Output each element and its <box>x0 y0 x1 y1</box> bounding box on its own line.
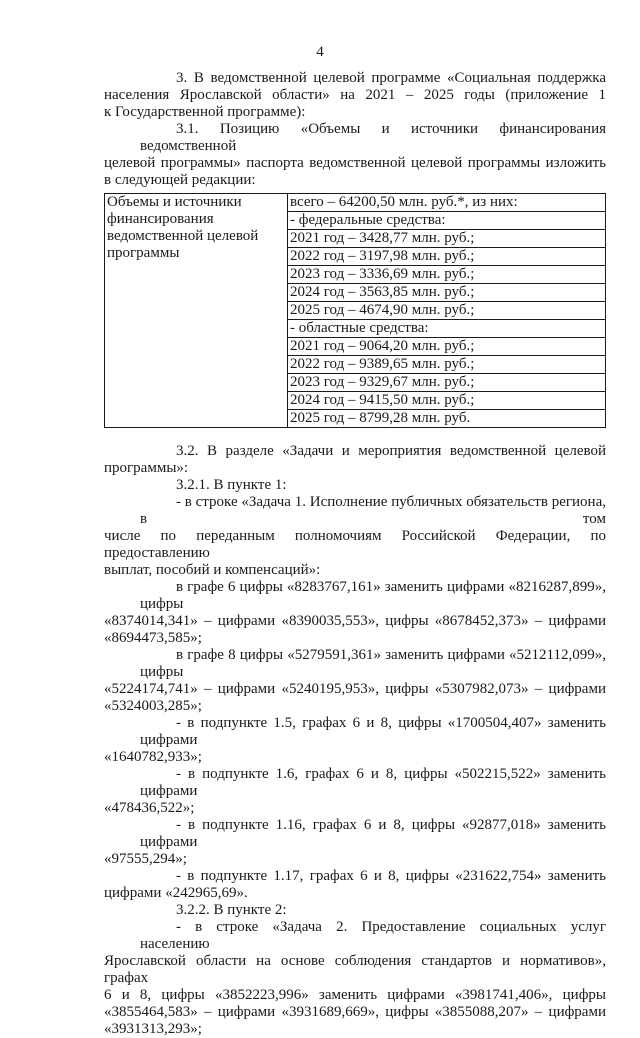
text-line: - в строке «Задача 2. Предоставление социальных услуг населению <box>140 919 606 952</box>
cell-line: программы <box>107 245 180 261</box>
text-line: в следующей редакции: <box>104 172 256 188</box>
text-line: целевой программы» паспорта ведомственной целевой программы изложить <box>104 155 606 171</box>
value-row: - федеральные средства: <box>287 212 605 230</box>
text-line: программы»: <box>104 460 189 476</box>
text-line: выплат, пособий и компенсаций»: <box>104 562 321 578</box>
paragraph-task-2 <box>104 919 606 1038</box>
table-cell-values <box>288 194 606 428</box>
paragraph-section-3-1 <box>104 121 606 189</box>
paragraph-subpoint-1-16 <box>104 817 606 868</box>
paragraph-section-3-2-1 <box>104 477 606 494</box>
paragraph-subpoint-1-5 <box>104 715 606 766</box>
text-line: - в подпункте 1.6, графах 6 и 8, цифры «502215,522» заменить цифрами <box>140 766 606 799</box>
text-line: цифрами «242965,69». <box>104 885 248 901</box>
text-line: в графе 8 цифры «5279591,361» заменить цифрами «5212112,099», цифры <box>140 647 606 680</box>
text-line: «97555,294»; <box>104 851 187 867</box>
financing-table <box>104 193 606 428</box>
text-line: числе по переданным полномочиям Российской Федерации, по предоставлению <box>104 528 606 561</box>
paragraph-subpoint-1-17 <box>104 868 606 902</box>
text-line: - в подпункте 1.17, графах 6 и 8, цифры «231622,754» заменить <box>176 868 606 884</box>
heading-line: 3.2.2. В пункте 2: <box>176 902 287 918</box>
cell-line: Объемы и источники <box>107 194 242 210</box>
value-row: 2023 год – 3336,69 млн. руб.; <box>287 266 605 284</box>
value-row: 2024 год – 9415,50 млн. руб.; <box>287 392 605 410</box>
paragraph-graph-8 <box>104 647 606 715</box>
text-line: - в строке «Задача 1. Исполнение публичных обязательств региона, в том <box>140 494 606 527</box>
paragraph-graph-6 <box>104 579 606 647</box>
text-line: населения Ярославской области» на 2021 – 2025 годы (приложение 1 <box>104 87 606 103</box>
text-line: 3. В ведомственной целевой программе «Социальная поддержка <box>176 70 606 86</box>
text-line: «8694473,585»; <box>104 630 202 646</box>
value-row: 2022 год – 9389,65 млн. руб.; <box>287 356 605 374</box>
paragraph-subpoint-1-6 <box>104 766 606 817</box>
paragraph-task-1 <box>104 494 606 579</box>
text-line: «5324003,285»; <box>104 698 202 714</box>
value-row: всего – 64200,50 млн. руб.*, из них: <box>287 194 605 212</box>
text-line: 3.2. В разделе «Задачи и мероприятия ведомственной целевой <box>176 443 606 459</box>
text-line: «478436,522»; <box>104 800 195 816</box>
text-line: «1640782,933»; <box>104 749 202 765</box>
document-body <box>104 70 606 1038</box>
text-line: «3931313,293»; <box>104 1021 202 1037</box>
text-line: к Государственной программе): <box>104 104 306 120</box>
paragraph-section-3 <box>104 70 606 121</box>
cell-line: ведомственной целевой <box>107 228 259 244</box>
text-line: «8374014,341» – цифрами «8390035,553», цифры «8678452,373» – цифрами <box>104 613 606 629</box>
value-row: 2021 год – 9064,20 млн. руб.; <box>287 338 605 356</box>
table-row <box>105 194 606 428</box>
text-line: «5224174,741» – цифрами «5240195,953», цифры «5307982,073» – цифрами <box>104 681 606 697</box>
text-line: 3.1. Позицию «Объемы и источники финансирования ведомственной <box>140 121 606 154</box>
paragraph-section-3-2 <box>104 443 606 477</box>
value-row: 2021 год – 3428,77 млн. руб.; <box>287 230 605 248</box>
page-number: 4 <box>316 44 324 60</box>
value-row: 2025 год – 4674,90 млн. руб.; <box>287 302 605 320</box>
text-line: в графе 6 цифры «8283767,161» заменить цифрами «8216287,899», цифры <box>140 579 606 612</box>
text-line: 6 и 8, цифры «3852223,996» заменить цифрами «3981741,406», цифры <box>104 987 606 1003</box>
value-row: 2025 год – 8799,28 млн. руб. <box>290 410 471 426</box>
text-line: - в подпункте 1.16, графах 6 и 8, цифры «92877,018» заменить цифрами <box>140 817 606 850</box>
table-cell-label <box>105 194 288 428</box>
cell-line: финансирования <box>107 211 214 227</box>
value-row: - областные средства: <box>287 320 605 338</box>
heading-line: 3.2.1. В пункте 1: <box>176 477 287 493</box>
value-row: 2024 год – 3563,85 млн. руб.; <box>287 284 605 302</box>
value-row: 2023 год – 9329,67 млн. руб.; <box>287 374 605 392</box>
text-line: «3855464,583» – цифрами «3931689,669», цифры «3855088,207» – цифрами <box>104 1004 606 1020</box>
value-row: 2022 год – 3197,98 млн. руб.; <box>287 248 605 266</box>
text-line: Ярославской области на основе соблюдения стандартов и нормативов», графах <box>104 953 606 986</box>
text-line: - в подпункте 1.5, графах 6 и 8, цифры «1700504,407» заменить цифрами <box>140 715 606 748</box>
